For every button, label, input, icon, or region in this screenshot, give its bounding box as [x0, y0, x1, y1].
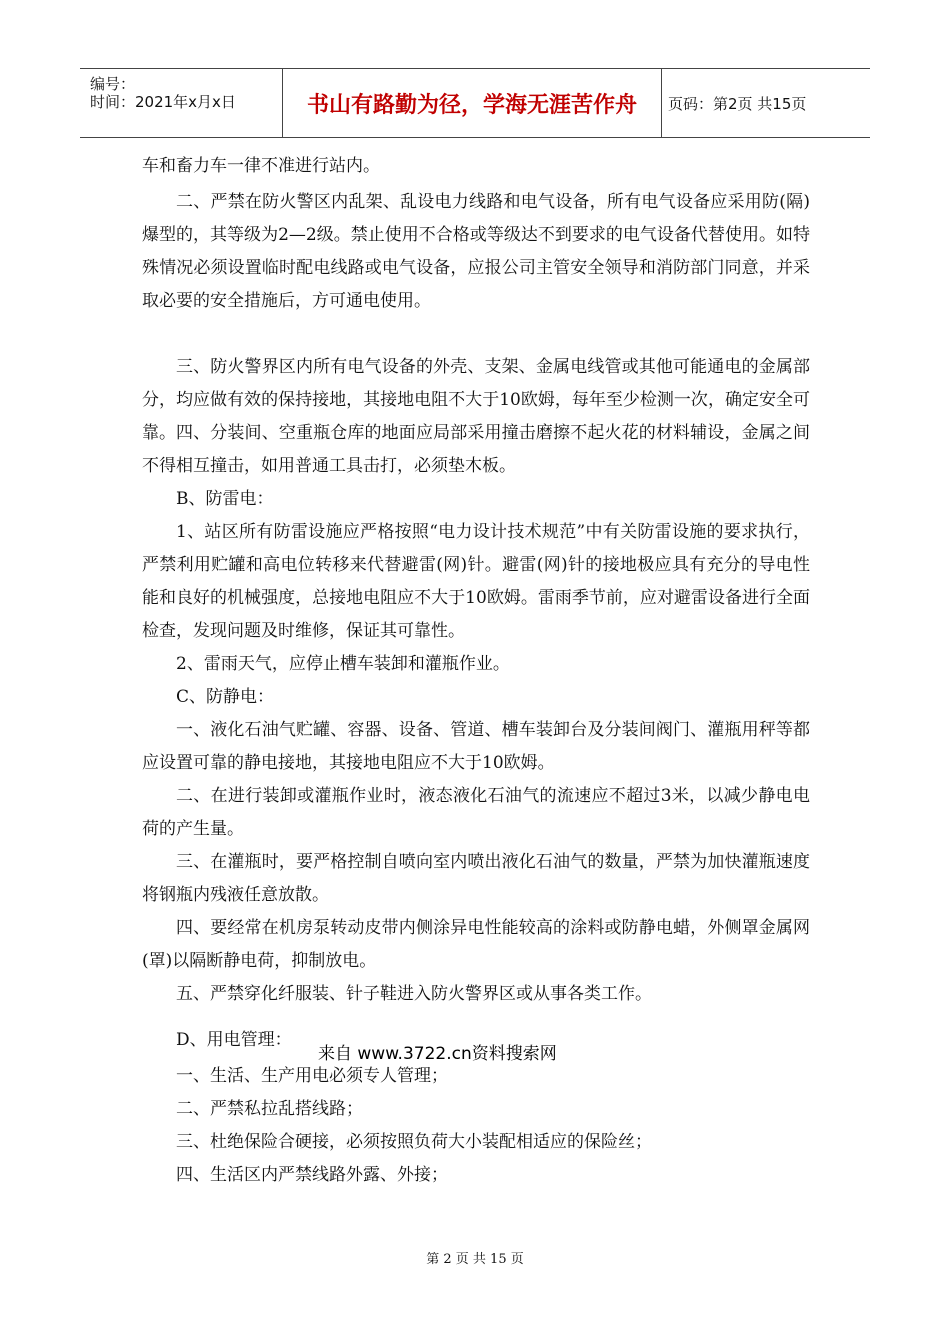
section-heading: D、用电管理： — [176, 1030, 292, 1050]
paragraph: 二、严禁在防火警区内乱架、乱设电力线路和电气设备，所有电气设备应采用防(隔)爆型的，其等级为2—2级。禁止使用不合格或等级达不到要求的电气设备代替使用。如特殊情况必须设置临时配电线路或电气设备，应报公司主管安全领导和消防部门同意，并采取必要的安全措施后，方可通电使用。 — [142, 192, 810, 311]
paragraph: 一、生活、生产用电必须专人管理； — [176, 1066, 448, 1086]
paragraph: 二、严禁私拉乱搭线路； — [176, 1099, 363, 1119]
document-time-label: 时间：2021年x月x日 — [90, 93, 236, 111]
page-footer: 第 2 页 共 15 页 — [426, 1252, 524, 1267]
paragraph: 二、在进行装卸或灌瓶作业时，液态液化石油气的流速应不超过3米，以减少静电电荷的产生量。 — [142, 786, 810, 839]
header-motto: 书山有路勤为径，学海无涯苦作舟 — [282, 69, 662, 137]
paragraph: 1、站区所有防雷设施应严格按照“电力设计技术规范”中有关防雷设施的要求执行，严禁利用贮罐和高电位转移来代替避雷(网)针。避雷(网)针的接地极应具有充分的导电性能和良好的机械强度，总接地电阻应不大于10欧姆。雷雨季节前，应对避雷设备进行全面检查，发现问题及时维修，保证其可靠性。 — [142, 522, 810, 641]
paragraph: 三、杜绝保险合硬接，必须按照负荷大小装配相适应的保险丝； — [176, 1132, 652, 1152]
paragraph: 三、在灌瓶时，要严格控制自喷向室内喷出液化石油气的数量，严禁为加快灌瓶速度将钢瓶内残液任意放散。 — [142, 852, 810, 905]
paragraph: 一、液化石油气贮罐、容器、设备、管道、槽车装卸台及分装间阀门、灌瓶用秤等都应设置可靠的静电接地，其接地电阻应不大于10欧姆。 — [142, 720, 810, 773]
paragraph: 四、分装间、空重瓶仓库的地面应局部采用撞击磨擦不起火花的材料辅设，金属之间不得相互撞击，如用普通工具击打，必须垫木板。 — [142, 423, 810, 476]
section-heading: C、防静电： — [176, 687, 275, 707]
watermark-text: 来自 www.3722.cn资料搜索网 — [318, 1044, 557, 1064]
document-number-label: 编号： — [90, 75, 136, 93]
paragraph: 四、要经常在机房泵转动皮带内侧涂异电性能较高的涂料或防静电蜡，外侧罩金属网(罩)以隔断静电荷，抑制放电。 — [142, 918, 810, 971]
section-heading: B、防雷电： — [176, 489, 274, 509]
paragraph: 三、防火警界区内所有电气设备的外壳、支架、金属电线管或其他可能通电的金属部分，均应做有效的保持接地，其接地电阻不大于10欧姆，每年至少检测一次，确定安全可靠。 — [142, 357, 810, 443]
header-left-cell — [80, 69, 282, 137]
page-header — [80, 68, 870, 138]
paragraph: 车和畜力车一律不准进行站内。 — [142, 156, 380, 176]
header-page-info: 页码：第2页 共15页 — [668, 94, 807, 113]
paragraph: 四、生活区内严禁线路外露、外接； — [176, 1165, 448, 1185]
paragraph: 2、雷雨天气，应停止槽车装卸和灌瓶作业。 — [176, 654, 510, 674]
paragraph: 五、严禁穿化纤服装、针子鞋进入防火警界区或从事各类工作。 — [176, 984, 652, 1004]
